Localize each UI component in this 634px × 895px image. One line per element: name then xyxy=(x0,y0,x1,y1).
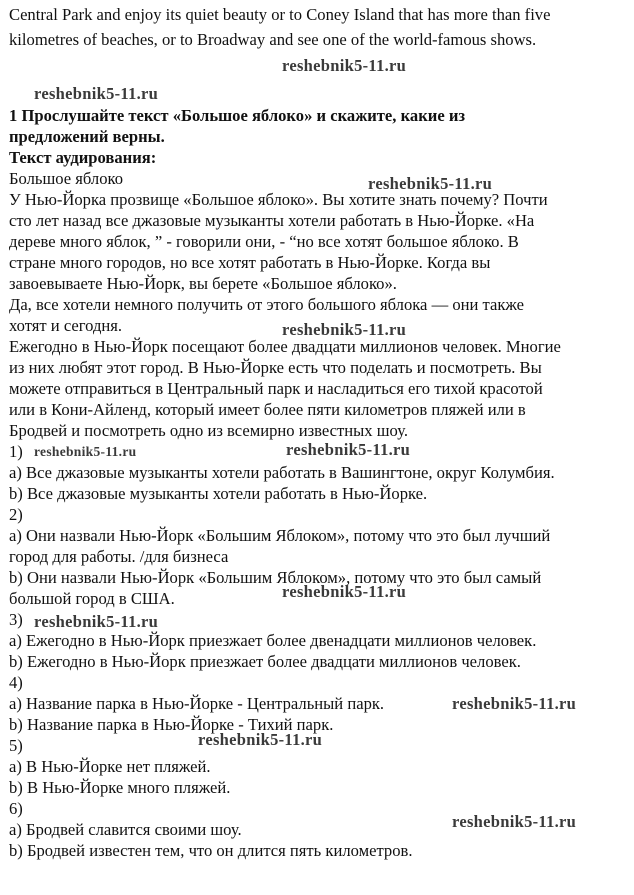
question-2-option-a-cont: город для работы. /для бизнеса xyxy=(9,547,229,566)
question-2-option-b: b) Они назвали Нью-Йорк «Большим Яблоком», потому что это был самый xyxy=(9,568,542,587)
question-2-number: 2) xyxy=(9,505,23,524)
watermark: reshebnik5-11.ru xyxy=(282,56,407,75)
question-1-option-b: b) Все джазовые музыканты хотели работать в Нью-Йорке. xyxy=(9,484,428,503)
task-heading-line-1: 1 Прослушайте текст «Большое яблоко» и скажите, какие из xyxy=(9,106,466,125)
text-line: Да, все хотели немного получить от этого большого яблока — они также xyxy=(9,295,525,314)
text-line: У Нью-Йорка прозвище «Большое яблоко». Вы хотите знать почему? Почти xyxy=(9,190,548,209)
watermark: reshebnik5-11.ru xyxy=(34,84,159,103)
question-2-option-a: a) Они назвали Нью-Йорк «Большим Яблоком», потому что это был лучший xyxy=(9,526,551,545)
question-1-number: 1) xyxy=(9,442,23,461)
task-heading-line-2: предложений верны. xyxy=(9,127,165,146)
text-line: или в Кони-Айленд, который имеет более пяти километров пляжей или в xyxy=(9,400,526,419)
question-2-option-b-cont: большой город в США. xyxy=(9,589,175,608)
watermark: reshebnik5-11.ru xyxy=(198,730,323,749)
question-4-option-b: b) Название парка в Нью-Йорке - Тихий парк. xyxy=(9,715,334,734)
text-line: стране много городов, но все хотят работать в Нью-Йорке. Когда вы xyxy=(9,253,491,272)
question-5-option-a: a) В Нью-Йорке нет пляжей. xyxy=(9,757,211,776)
text-line: дереве много яблок, ” - говорили они, - “но все хотят большое яблоко. В xyxy=(9,232,519,251)
watermark: reshebnik5-11.ru xyxy=(452,812,577,831)
question-6-number: 6) xyxy=(9,799,23,818)
question-1-option-a: a) Все джазовые музыканты хотели работать в Вашингтоне, округ Колумбия. xyxy=(9,463,555,482)
watermark: reshebnik5-11.ru xyxy=(34,444,137,459)
text-line: можете отправиться в Центральный парк и насладиться его тихой красотой xyxy=(9,379,543,398)
intro-line-2: kilometres of beaches, or to Broadway and see one of the world-famous shows. xyxy=(9,30,537,49)
text-line: завоевываете Нью-Йорк, вы берете «Большое яблоко». xyxy=(9,274,397,293)
watermark: reshebnik5-11.ru xyxy=(282,320,407,339)
text-line: Бродвей и посмотреть одно из всемирно известных шоу. xyxy=(9,421,408,440)
question-5-option-b: b) В Нью-Йорке много пляжей. xyxy=(9,778,231,797)
text-line: хотят и сегодня. xyxy=(9,316,123,335)
text-line: Ежегодно в Нью-Йорк посещают более двадцати миллионов человек. Многие xyxy=(9,337,561,356)
question-4-option-a: a) Название парка в Нью-Йорке - Центральный парк. xyxy=(9,694,385,713)
intro-line-1: Central Park and enjoy its quiet beauty or to Coney Island that has more than five xyxy=(9,5,551,24)
question-6-option-a: a) Бродвей славится своими шоу. xyxy=(9,820,242,839)
watermark: reshebnik5-11.ru xyxy=(452,694,577,713)
question-4-number: 4) xyxy=(9,673,23,692)
question-3-number: 3) xyxy=(9,610,23,629)
question-5-number: 5) xyxy=(9,736,23,755)
question-6-option-b: b) Бродвей известен тем, что он длится пять километров. xyxy=(9,841,413,860)
task-subheading: Текст аудирования: xyxy=(9,148,157,167)
watermark: reshebnik5-11.ru xyxy=(34,612,159,631)
watermark: reshebnik5-11.ru xyxy=(286,440,411,459)
watermark: reshebnik5-11.ru xyxy=(282,582,407,601)
question-3-option-a: a) Ежегодно в Нью-Йорк приезжает более двенадцати миллионов человек. xyxy=(9,631,537,650)
story-title: Большое яблоко xyxy=(9,169,124,188)
text-line: из них любят этот город. В Нью-Йорке есть что поделать и посмотреть. Вы xyxy=(9,358,542,377)
watermark: reshebnik5-11.ru xyxy=(368,174,493,193)
question-3-option-b: b) Ежегодно в Нью-Йорк приезжает более двадцати миллионов человек. xyxy=(9,652,521,671)
text-line: сто лет назад все джазовые музыканты хотели работать в Нью-Йорке. «На xyxy=(9,211,535,230)
